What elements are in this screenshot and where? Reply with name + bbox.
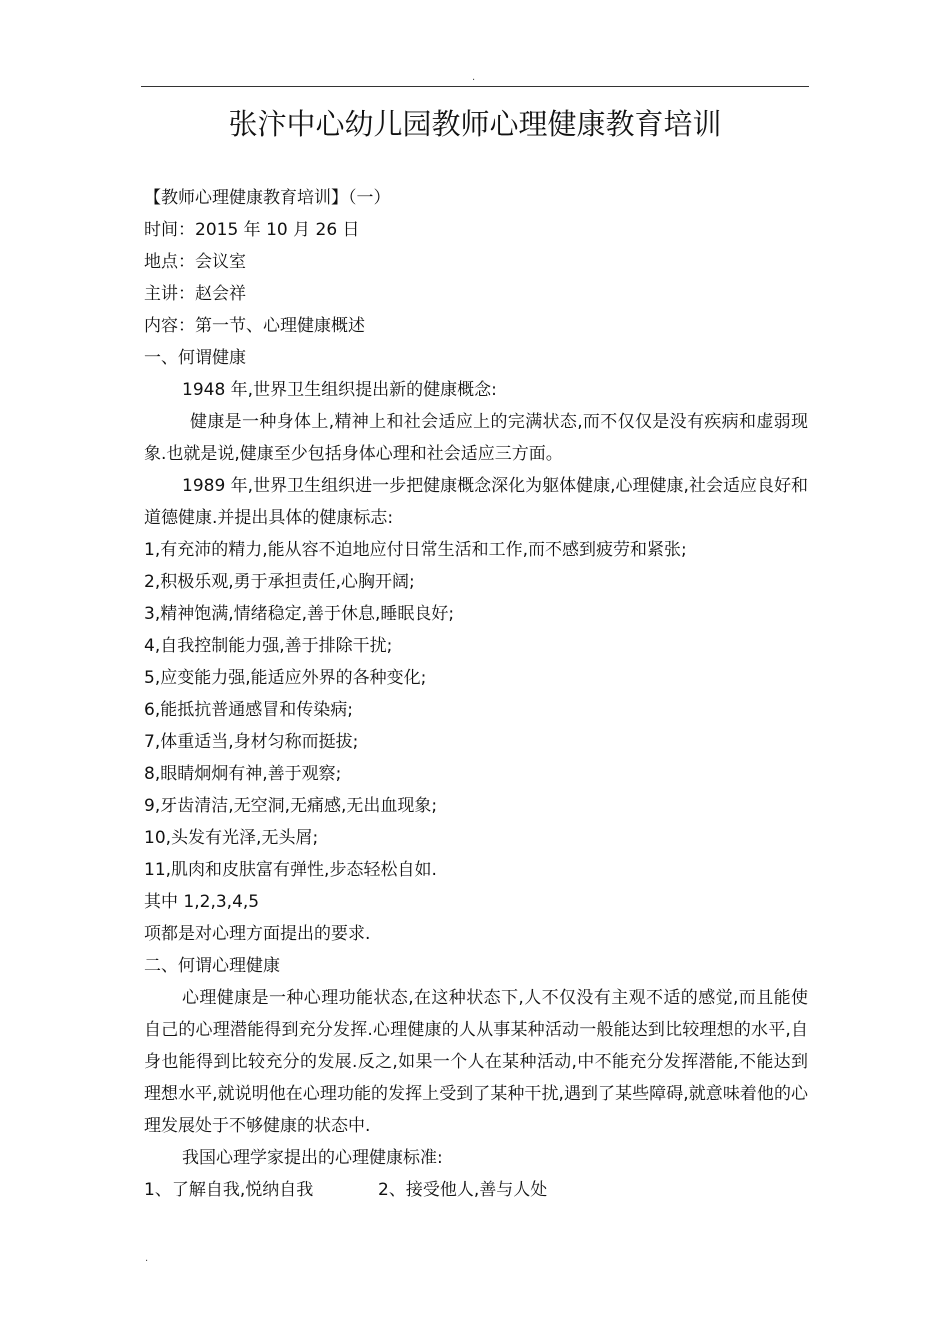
section2-heading: 二、何谓心理健康	[144, 956, 280, 976]
header-rule	[141, 86, 809, 87]
standard-item: 4,自我控制能力强,善于排除干扰;	[144, 636, 393, 656]
standard-item: 5,应变能力强,能适应外界的各种变化;	[144, 668, 427, 688]
footer-mark: .	[145, 1253, 149, 1264]
meta-place: 地点：会议室	[144, 252, 246, 272]
standard-item: 8,眼睛炯炯有神,善于观察;	[144, 764, 342, 784]
standard-item: 6,能抵抗普通感冒和传染病;	[144, 700, 353, 720]
para-1989: 1989 年,世界卫生组织进一步把健康概念深化为躯体健康,心理健康,社会适应良好和道德健康.并提出具体的健康标志:	[144, 476, 808, 528]
document-title: 张汴中心幼儿园教师心理健康教育培训	[228, 107, 722, 141]
meta-time: 时间：2015 年 10 月 26 日	[144, 220, 360, 240]
standard-item: 3,精神饱满,情绪稳定,善于休息,睡眠良好;	[144, 604, 455, 624]
mental-health-standards-row	[144, 1174, 808, 1206]
session-label: 【教师心理健康教育培训】（一）	[144, 188, 391, 208]
mental-health-paragraph: 心理健康是一种心理功能状态,在这种状态下,人不仅没有主观不适的感觉,而且能使自己的心理潜能得到充分发挥.心理健康的人从事某种活动一般能达到比较理想的水平,自身也能得到比较充分的发展.反之,如果一个人在某种活动,中不能充分发挥潜能,不能达到理想水平,就说明他在心理功能的发挥上受到了某种干扰,遇到了某些障碍,就意味着他的心理发展处于不够健康的状态中.	[144, 988, 808, 1136]
mental-standard-item: 1、了解自我,悦纳自我	[144, 1180, 314, 1200]
mental-standard-item: 2、接受他人,善与人处	[378, 1180, 548, 1200]
standard-item: 9,牙齿清洁,无空洞,无痛感,无出血现象;	[144, 796, 438, 816]
meta-speaker: 主讲：赵会祥	[144, 284, 246, 304]
standard-item: 11,肌肉和皮肤富有弹性,步态轻松自如.	[144, 860, 437, 880]
standard-item: 1,有充沛的精力,能从容不迫地应付日常生活和工作,而不感到疲劳和紧张;	[144, 540, 687, 560]
standard-item: 2,积极乐观,勇于承担责任,心胸开阔;	[144, 572, 415, 592]
meta-content: 内容：第一节、心理健康概述	[144, 316, 365, 336]
section1-heading: 一、何谓健康	[144, 348, 246, 368]
health-definition: 健康是一种身体上,精神上和社会适应上的完满状态,而不仅仅是没有疾病和虚弱现象.也就是说,健康至少包括身体心理和社会适应三方面。	[144, 412, 808, 464]
standards-intro: 我国心理学家提出的心理健康标准:	[182, 1148, 443, 1168]
header-mark: .	[472, 72, 476, 83]
section1-intro: 1948 年,世界卫生组织提出新的健康概念:	[182, 380, 497, 400]
document-body	[144, 182, 808, 1206]
standard-item: 7,体重适当,身材匀称而挺拔;	[144, 732, 359, 752]
standard-item: 10,头发有光泽,无头屑;	[144, 828, 319, 848]
note-line: 其中 1,2,3,4,5	[144, 892, 260, 912]
note-line: 项都是对心理方面提出的要求.	[144, 924, 371, 944]
